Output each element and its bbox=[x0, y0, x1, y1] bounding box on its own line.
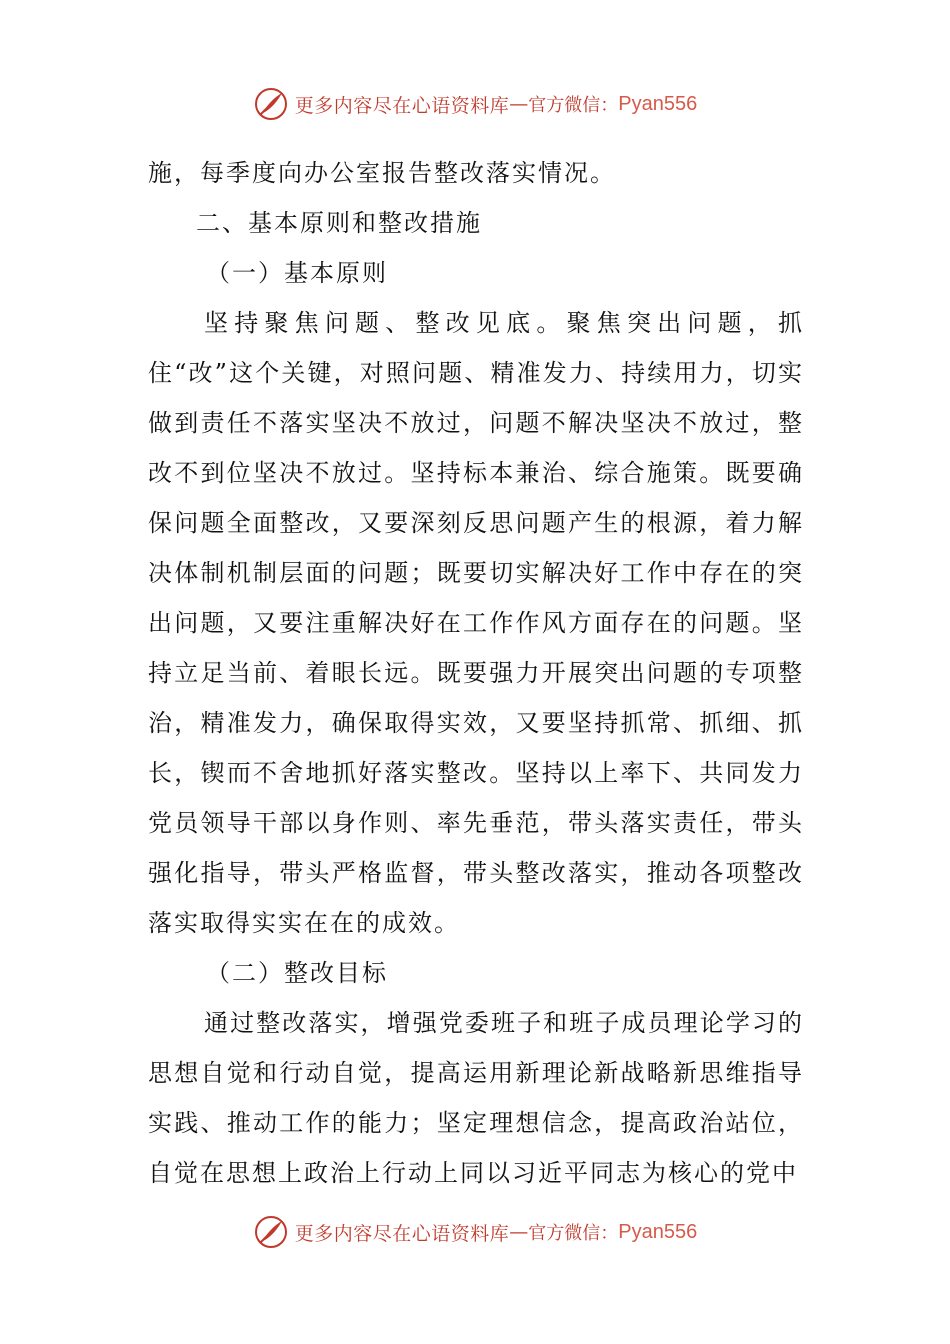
watermark-dash: — bbox=[509, 1221, 529, 1243]
watermark-brand: 更多内容尽在心语资料库 bbox=[294, 94, 510, 117]
watermark-account: Pyan556 bbox=[618, 1220, 698, 1243]
feather-pen-circle-icon bbox=[253, 1214, 289, 1250]
subsection-title-goals: （二）整改目标 bbox=[206, 959, 388, 987]
feather-pen-circle-icon bbox=[253, 86, 289, 122]
watermark-official: 官方微信： bbox=[528, 95, 619, 116]
continuation-text: 施，每季度向办公室报告整改落实情况。 bbox=[148, 159, 616, 187]
document-body bbox=[148, 148, 804, 1198]
watermark-brand: 更多内容尽在心语资料库 bbox=[294, 1222, 510, 1245]
watermark-dash: — bbox=[509, 93, 529, 115]
watermark-official: 官方微信： bbox=[528, 1223, 619, 1244]
paragraph-goals: 通过整改落实，增强党委班子和班子成员理论学习的思想自觉和行动自觉，提高运用新理论新战略新思维指导实践、推动工作的能力；坚定理想信念，提高政治站位，自觉在思想上政治上行动上同以习近平同志为核心的党中 bbox=[148, 1009, 804, 1187]
watermark-account: Pyan556 bbox=[618, 92, 698, 115]
watermark-banner-top bbox=[0, 84, 950, 124]
watermark-banner-bottom bbox=[0, 1212, 950, 1252]
subsection-title-principles: （一）基本原则 bbox=[206, 259, 388, 287]
section-title: 二、基本原则和整改措施 bbox=[196, 209, 482, 237]
paragraph-principles: 坚持聚焦问题、整改见底。聚焦突出问题，抓住“改”这个关键，对照问题、精准发力、持续用力，切实做到责任不落实坚决不放过，问题不解决坚决不放过，整改不到位坚决不放过。坚持标本兼治、综合施策。既要确保问题全面整改，又要深刻反思问题产生的根源，着力解决体制机制层面的问题；既要切实解决好工作中存在的突出问题，又要注重解决好在工作作风方面存在的问题。坚持立足当前、着眼长远。既要强力开展突出问题的专项整治，精准发力，确保取得实效，又要坚持抓常、抓细、抓长，锲而不舍地抓好落实整改。坚持以上率下、共同发力党员领导干部以身作则、率先垂范，带头落实责任，带头强化指导，带头严格监督，带头整改落实，推动各项整改落实取得实实在在的成效。 bbox=[148, 309, 804, 937]
